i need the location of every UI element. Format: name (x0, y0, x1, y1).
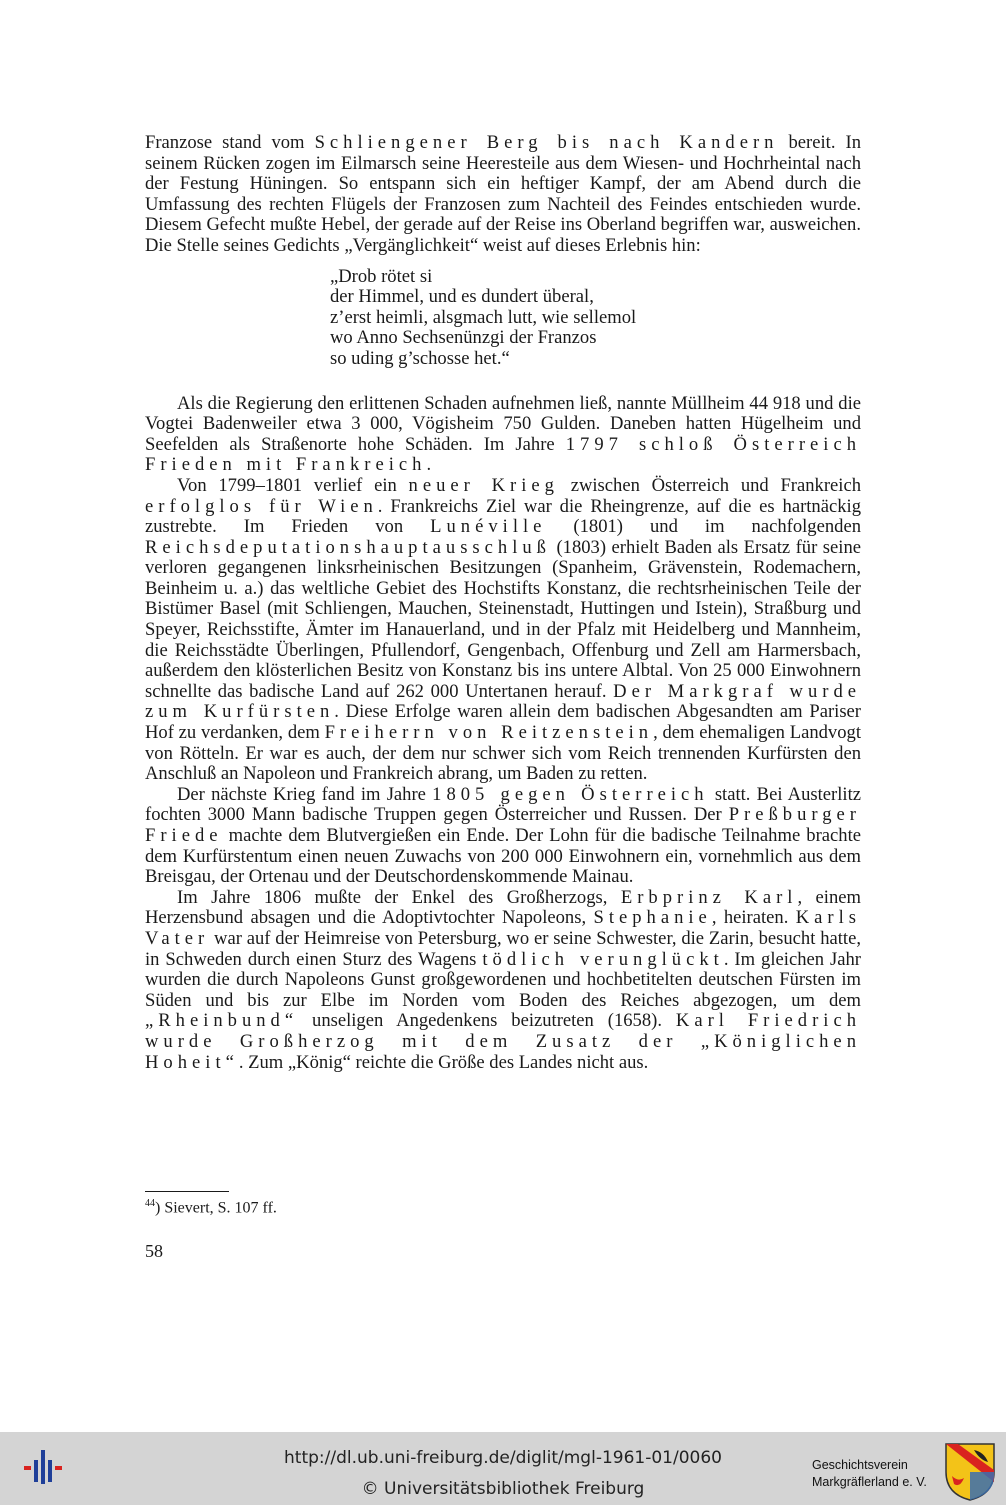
text-run: . Diese Erfolge waren allein dem badischen Abgesandten am Pariser Hof zu verdanken, dem (145, 701, 861, 744)
footnote (145, 1198, 277, 1217)
poem-line: so uding g’schosse het.“ (330, 347, 510, 369)
spaced-emphasis: „Rheinbund“ (145, 1010, 299, 1032)
paragraph-4 (145, 785, 861, 888)
text-run: war auf der Heimreise von Petersburg, wo er seine Schwester, die Zarin, besucht hatte, in Schweden durch einen Sturz des Wagens (145, 927, 861, 970)
text-run: Als die Regierung den erlittenen Schaden aufnehmen ließ, nannte Müllheim 44 918 und die Vogtei Badenweiler etwa 3 000, Vögisheim 750 Gulden. Daneben hatten Hügelheim und Seefelden als Straßenorte hohe Schäden. Im Jahre (145, 392, 861, 455)
paragraph-3 (145, 476, 861, 785)
text-run: zwischen Österreich und Frankreich (558, 474, 862, 496)
spaced-emphasis: Karls Vater (145, 907, 861, 949)
footnote-divider (145, 1191, 229, 1192)
poem-line: „Drob rötet si (330, 265, 433, 287)
text-run: Franzose stand vom (145, 132, 315, 153)
page-body (145, 133, 861, 1073)
text-run: . Zum „König“ reichte die Größe des Landes nicht aus. (238, 1051, 649, 1073)
coat-of-arms-icon (944, 1442, 996, 1502)
text-run: . (426, 454, 432, 476)
poem-line: wo Anno Sechsenünzgi der Franzos (330, 327, 597, 349)
poem-line: z’erst heimli, alsgmach lutt, wie sellemol (330, 306, 637, 328)
society-name (812, 1457, 964, 1491)
text-run: (1801) und im nachfolgenden (546, 516, 861, 538)
text-run: (1803) erhielt Baden als Ersatz für seine verloren gegangenen linksrheinischen Besitzungen (Spanheim, Grävenstein, Rodemachern, Beinheim u. a.) das weltliche Gebiet des Hochstifts Konstanz, die rechtsrheinischen Teile der Bistümer Basel (mit Schliengen, Mauchen, Steinenstadt, Huttingen und Istein), Straßburg und Speyer, Reichsstifte, Ämter im Hanauerland, und in der Pfalz mit Heidelberg und Mannheim, die Reichsstädte Überlingen, Pfullendorf, Gengenbach, Offenburg und Zell am Harmersbach, außerdem den klösterlichen Besitz von Konstanz bis ins untere Albtal. Von 25 000 Einwohnern schnellte das badische Land auf 262 000 Untertanen herauf. (145, 536, 861, 702)
copyright-notice: © Universitätsbibliothek Freiburg (361, 1479, 645, 1499)
text-run: Im Jahre 1806 mußte der Enkel des Großherzogs, (177, 886, 621, 908)
text-run: statt. Bei Austerlitz fochten 3000 Mann badische Truppen gegen Österreicher und Russen. Der (145, 783, 862, 826)
spaced-emphasis: tödlich verunglückt (482, 948, 724, 970)
text-run: . Frankreichs Ziel war die Rheingrenze, auf die es hartnäckig zustrebte. Im Frieden von (145, 495, 861, 538)
text-run: unseligen Angedenkens beizutreten (1658). (298, 1010, 676, 1032)
footnote-text: ) Sievert, S. 107 ff. (155, 1199, 277, 1217)
spaced-emphasis: Erbprinz Karl (620, 886, 798, 908)
text-run: machte dem Blutvergießen ein Ende. Der Lohn für die badische Teilnahme brachte dem Kurfürstentum einen neuen Zuwachs von 200 000 Einwohnern ein, vornehmlich aus dem Breisgau, der Ortenau und der Deutschordenskommende Mainau. (145, 825, 861, 888)
viewer-footer-bar (0, 1432, 1006, 1505)
spaced-emphasis: Reichsdeputationshauptausschluß (145, 536, 551, 558)
spaced-emphasis: Karl Friedrich wurde Großherzog mit dem Zusatz der „Königlichen Hoheit“ (145, 1010, 861, 1073)
text-run: Von 1799–1801 verlief ein (177, 474, 409, 496)
text-run: bereit. In seinem Rücken zogen im Eilmarsch seine Heeresteile aus dem Wiesen- und Hochrheintal nach der Festung Hüningen. So entspann sich ein heftiger Kampf, der am Abend durch die Umfassung des rechten Flügels der Franzosen zum Nachteil des Feindes entschieden wurde. Diesem Gefecht mußte Hebel, der gerade auf der Reise ins Oberland begriffen war, ausweichen. Die Stelle seines Gedichts „Vergänglichkeit“ weist auf dieses Erlebnis hin: (145, 132, 862, 256)
spaced-emphasis: Der Markgraf wurde zum Kurfürsten (145, 680, 862, 723)
text-run: , heiraten. (711, 907, 796, 929)
spaced-emphasis: Stephanie (593, 907, 712, 929)
spaced-emphasis: 1805 gegen Österreich (432, 783, 709, 805)
poem-quote (330, 267, 861, 370)
spaced-emphasis: Schliengener Berg bis nach Kandern (314, 132, 779, 153)
spaced-emphasis: Preßburger Friede (145, 804, 861, 846)
poem-line: der Himmel, und es dundert überal, (330, 286, 594, 308)
paragraph-2 (145, 394, 861, 476)
spaced-emphasis: Lunéville (430, 516, 547, 538)
spaced-emphasis: neuer Krieg (408, 474, 559, 496)
text-run: , dem ehemaligen Landvogt von Rötteln. Er war es auch, der dem nur schwer sich vom Reich trennenden Kurfürsten den Anschluß an Napoleon und Frankreich abrang, um Baden zu retten. (145, 722, 861, 785)
society-line-2: Markgräflerland e. V. (812, 1475, 927, 1489)
footnote-mark: 44 (145, 1198, 155, 1209)
spaced-emphasis: erfolglos für Wien (145, 495, 378, 517)
text-run: Der nächste Krieg fand im Jahre (177, 783, 433, 805)
paragraph-5 (145, 888, 861, 1073)
page-number: 58 (145, 1241, 163, 1261)
permalink-url[interactable]: http://dl.ub.uni-freiburg.de/diglit/mgl-1961-01/0060 (284, 1448, 722, 1468)
spaced-emphasis: 1797 schloß Österreich Frieden mit Frankreich (145, 433, 861, 476)
paragraph-1 (145, 133, 861, 257)
spaced-emphasis: Freiherrn von Reitzenstein (324, 722, 654, 744)
society-line-1: Geschichtsverein (812, 1458, 908, 1472)
text-run: . Im gleichen Jahr wurden die durch Napoleons Gunst großgewordenen und hochbetitelten deutschen Fürsten im Süden und bis zur Elbe im Norden vom Boden des Reiches abgezogen, um dem (145, 948, 861, 1011)
text-run: , einem Herzensbund absagen und die Adoptivtochter Napoleons, (145, 886, 861, 929)
